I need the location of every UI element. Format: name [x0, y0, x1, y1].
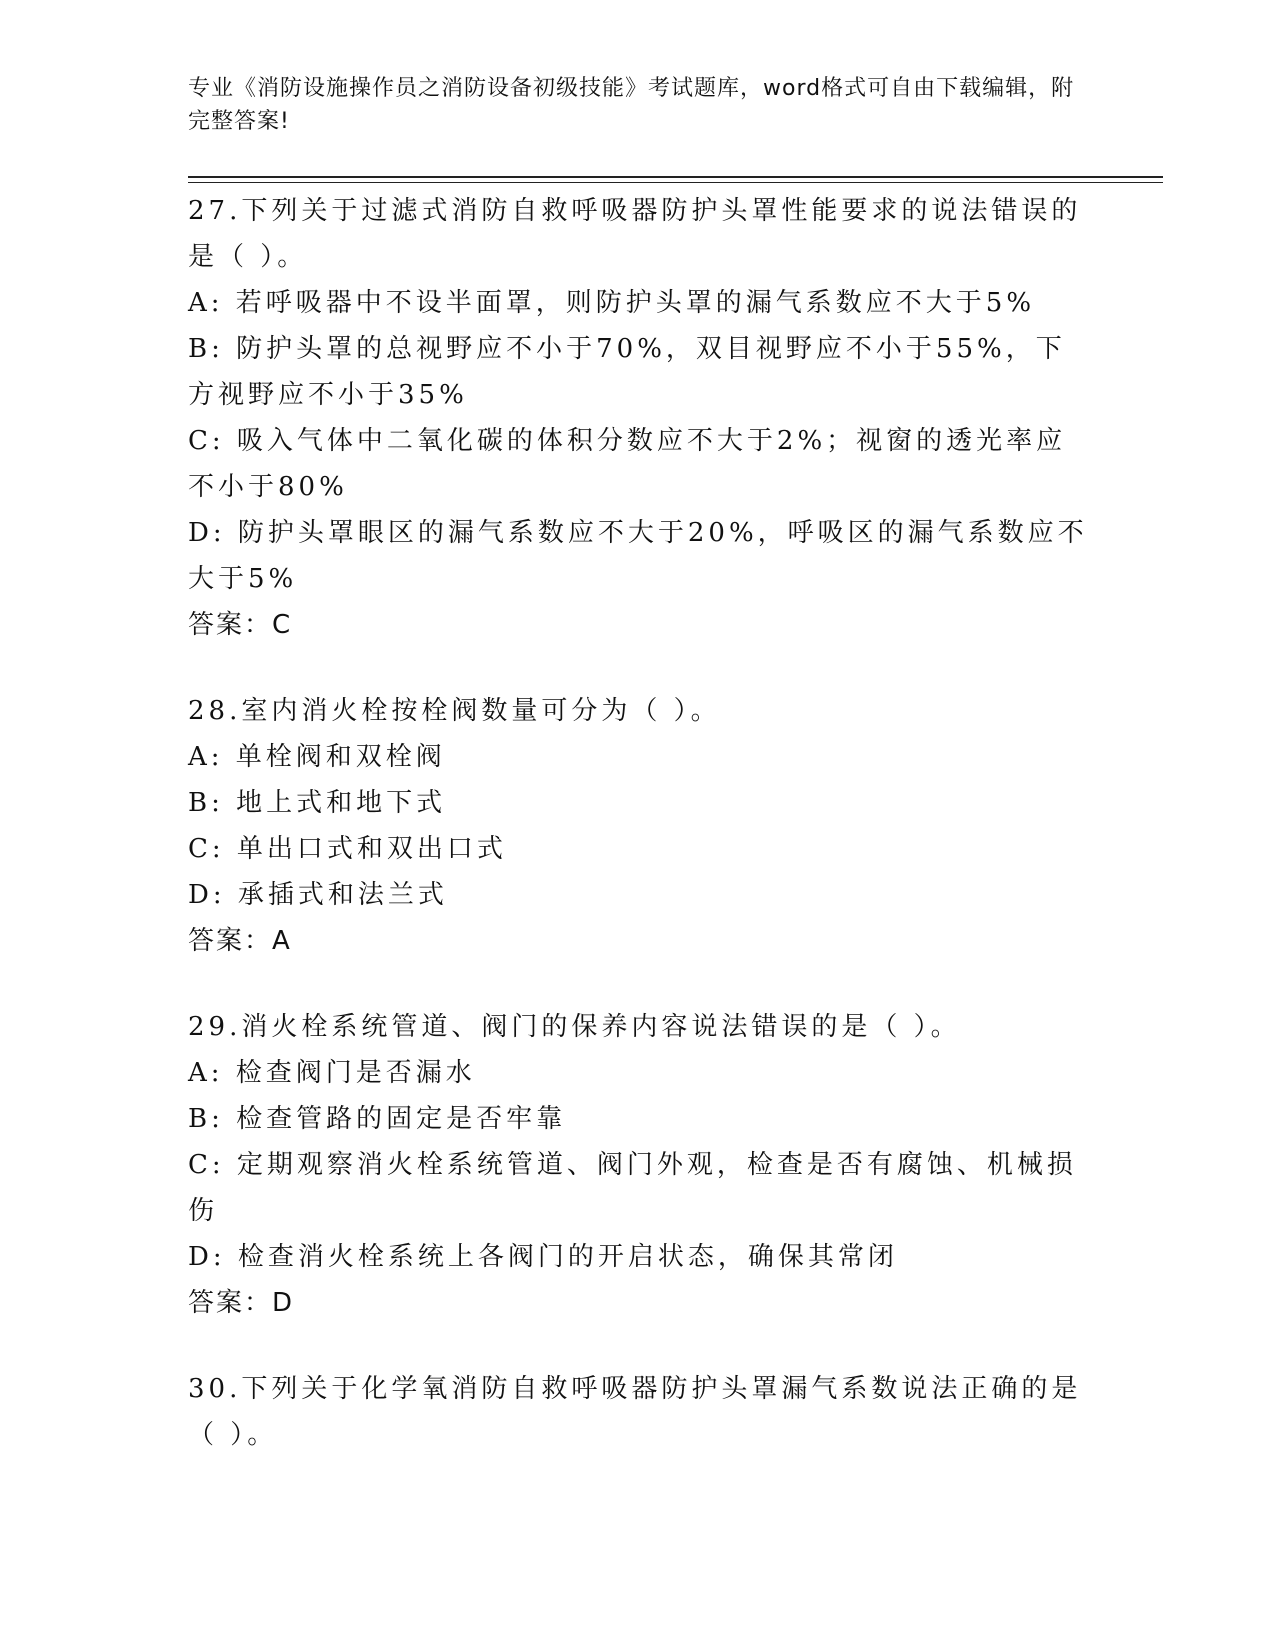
question-stem: 27.下列关于过滤式消防自救呼吸器防护头罩性能要求的说法错误的是（ ）。	[188, 196, 1082, 272]
option-c: C: 定期观察消火栓系统管道、阀门外观，检查是否有腐蚀、机械损伤	[188, 1150, 1077, 1226]
option-a: A: 单栓阀和双栓阀	[188, 742, 446, 772]
header-divider-thin	[188, 182, 1163, 183]
option-c: C: 单出口式和双出口式	[188, 834, 507, 864]
question-27	[188, 188, 1088, 648]
option-a: A: 若呼吸器中不设半面罩，则防护头罩的漏气系数应不大于5%	[188, 288, 1036, 318]
option-b: B: 检查管路的固定是否牢靠	[188, 1104, 567, 1134]
question-28	[188, 688, 1088, 964]
option-b: B: 防护头罩的总视野应不小于70%，双目视野应不小于55%，下方视野应不小于35%	[188, 334, 1066, 410]
question-list	[188, 188, 1088, 1498]
answer-label: 答案：C	[188, 610, 293, 640]
option-c: C: 吸入气体中二氧化碳的体积分数应不大于2%；视窗的透光率应不小于80%	[188, 426, 1067, 502]
option-b: B: 地上式和地下式	[188, 788, 447, 818]
option-a: A: 检查阀门是否漏水	[188, 1058, 476, 1088]
answer-label: 答案：A	[188, 926, 292, 956]
option-d: D: 承插式和法兰式	[188, 880, 448, 910]
question-stem: 30.下列关于化学氧消防自救呼吸器防护头罩漏气系数说法正确的是（ ）。	[188, 1374, 1082, 1450]
document-header: 专业《消防设施操作员之消防设备初级技能》考试题库，word格式可自由下载编辑，附完整答案!	[188, 76, 1075, 134]
question-29	[188, 1004, 1088, 1326]
option-d: D: 防护头罩眼区的漏气系数应不大于20%，呼吸区的漏气系数应不大于5%	[188, 518, 1088, 594]
question-stem: 28.室内消火栓按栓阀数量可分为（ ）。	[188, 696, 721, 726]
question-stem: 29.消火栓系统管道、阀门的保养内容说法错误的是（ ）。	[188, 1012, 961, 1042]
option-d: D: 检查消火栓系统上各阀门的开启状态，确保其常闭	[188, 1242, 898, 1272]
question-30	[188, 1366, 1088, 1458]
answer-label: 答案：D	[188, 1288, 295, 1318]
header-divider-thick	[188, 176, 1163, 178]
